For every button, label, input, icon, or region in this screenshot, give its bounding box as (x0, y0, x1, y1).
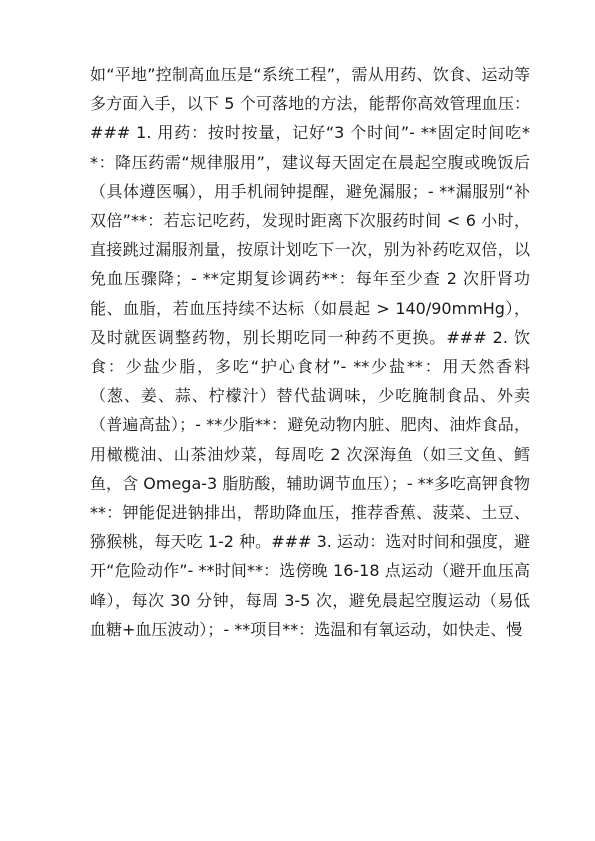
body-text: 如“平地”控制高血压是“系统工程”，需从用药、饮食、运动等多方面入手，以下 5 个可落地的方法，能帮你高效管理血压：### 1. 用药：按时按量，记好“3 个时间”- **固定时间吃**：降压药需“规律服用”，建议每天固定在晨起空腹或晚饭后（具体遵医嘱），用手机闹钟提醒，避免漏服；- **漏服别“补双倍”**：若忘记吃药，发现时距离下次服药时间 < 6 小时，直接跳过漏服剂量，按原计划吃下一次，别为补药吃双倍，以免血压骤降；- **定期复诊调药**：每年至少查 2 次肝肾功能、血脂，若血压持续不达标（如晨起 > 140/90mmHg），及时就医调整药物，别长期吃同一种药不更换。### 2. 饮食：少盐少脂，多吃“护心食材”- **少盐**：用天然香料（葱、姜、蒜、柠檬汁）替代盐调味，少吃腌制食品、外卖（普遍高盐）；- **少脂**：避免动物内脏、肥肉、油炸食品，用橄榄油、山茶油炒菜，每周吃 2 次深海鱼（如三文鱼、鳕鱼，含 Omega-3 脂肪酸，辅助调节血压）；- **多吃高钾食物**：钾能促进钠排出，帮助降血压，推荐香蕉、菠菜、土豆、猕猴桃，每天吃 1-2 种。### 3. 运动：选对时间和强度，避开“危险动作”- **时间**：选傍晚 16-18 点运动（避开血压高峰），每次 30 分钟，每周 3-5 次，避免晨起空腹运动（易低血糖+血压波动）；- **项目**：选温和有氧运动，如快走、慢 (90, 65, 530, 639)
